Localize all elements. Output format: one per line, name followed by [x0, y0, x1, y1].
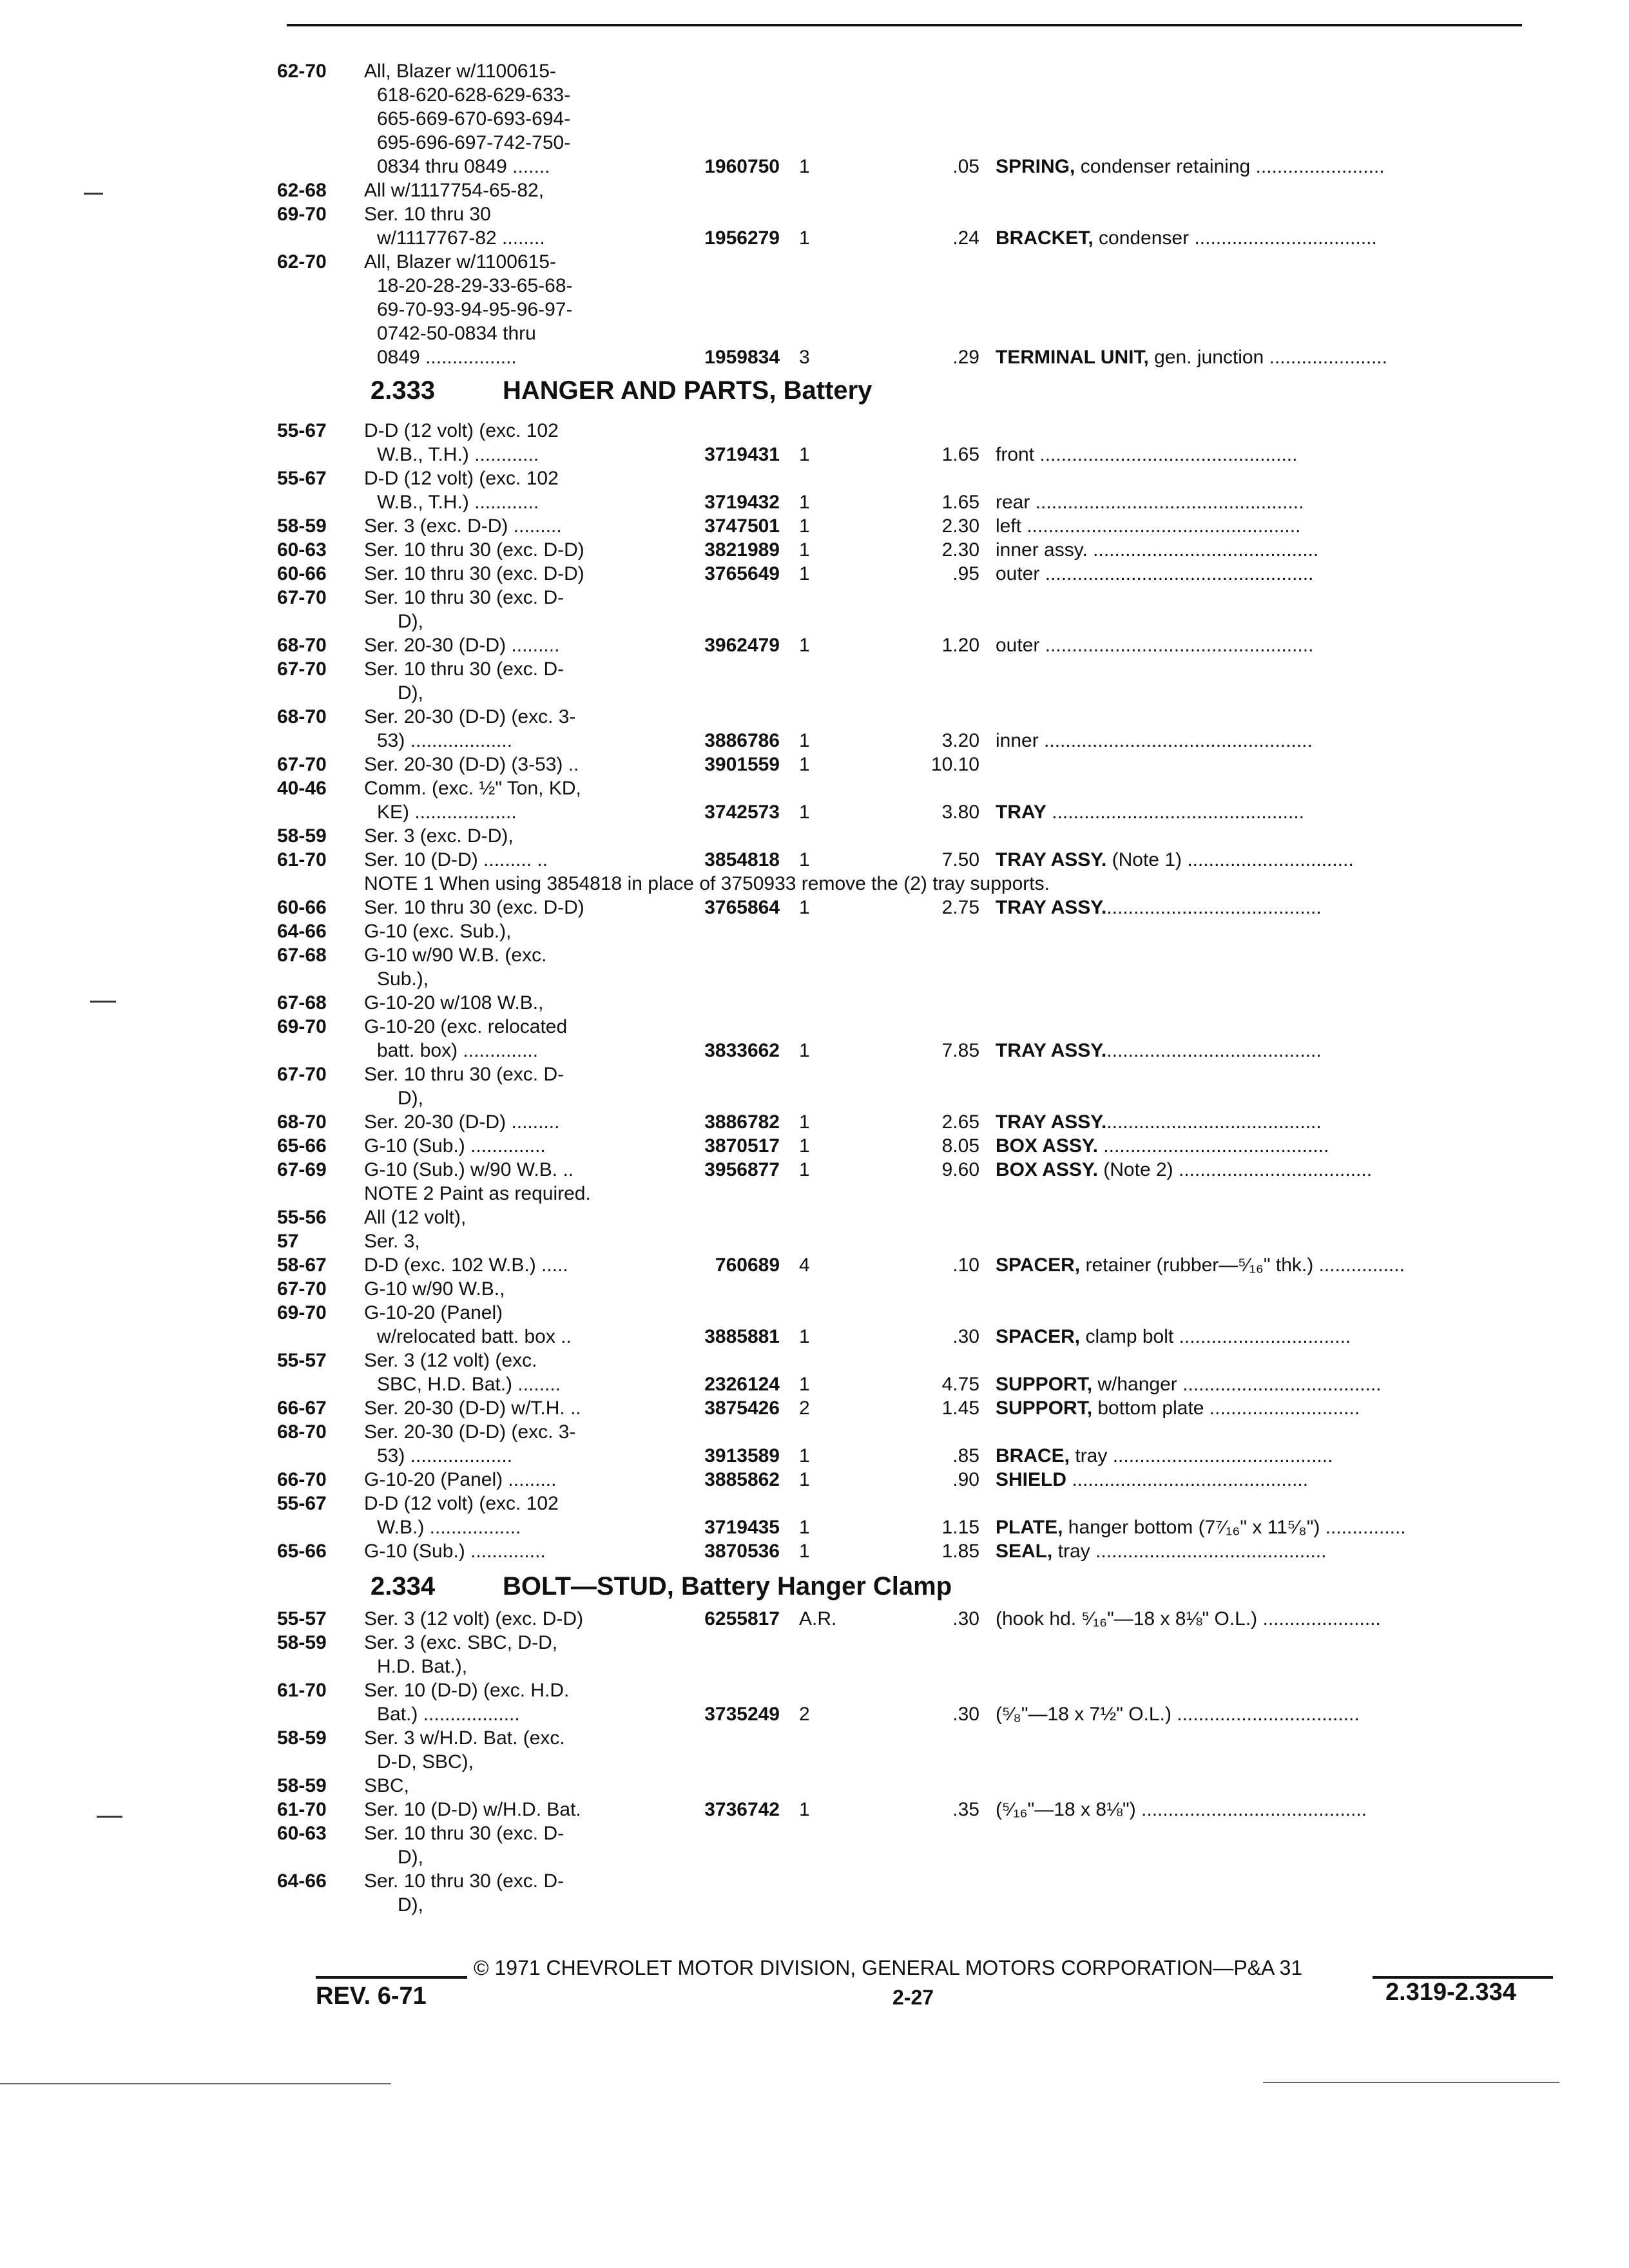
- part-name: TRAY ASSY.: [996, 1040, 1107, 1061]
- price: .90: [952, 1469, 979, 1490]
- application-text: All, Blazer w/1100615-: [364, 61, 556, 82]
- application-text: 53) ...................: [377, 730, 513, 751]
- application-text: Ser. 3 (exc. SBC, D-D,: [364, 1632, 558, 1653]
- quantity: 1: [799, 492, 810, 513]
- description: [996, 1515, 1553, 1539]
- description: [996, 1444, 1553, 1468]
- part-name: SHIELD: [996, 1469, 1067, 1490]
- application-text: Ser. 10 thru 30 (exc. D-: [364, 587, 564, 608]
- application-text: Ser. 20-30 (D-D) .........: [364, 635, 560, 656]
- description: [996, 345, 1553, 369]
- description-text: inner ..................................................: [996, 730, 1313, 751]
- description: [996, 1798, 1553, 1821]
- application-text: 618-620-628-629-633-: [377, 84, 571, 106]
- part-number: 3886782: [704, 1111, 780, 1133]
- application-text: Ser. 3 (exc. D-D) .........: [364, 515, 562, 537]
- application-text: Ser. 10 thru 30 (exc. D-: [364, 1870, 564, 1892]
- application-text: Ser. 3,: [364, 1231, 420, 1252]
- description: [996, 562, 1553, 586]
- model-years: 62-68: [277, 180, 327, 201]
- quantity: 1: [799, 635, 810, 656]
- price: .95: [952, 563, 979, 584]
- model-years: 65-66: [277, 1541, 327, 1562]
- description-text: condenser retaining ........................: [1075, 156, 1385, 177]
- application-text: Ser. 10 thru 30 (exc. D-D): [364, 897, 584, 918]
- price: .29: [952, 347, 979, 368]
- part-number: 3885881: [704, 1326, 780, 1347]
- price: 7.85: [941, 1040, 979, 1061]
- part-number: 3870536: [704, 1541, 780, 1562]
- model-years: 61-70: [277, 849, 327, 870]
- model-years: 68-70: [277, 635, 327, 656]
- top-rule: [287, 24, 1522, 26]
- part-name: BOX ASSY.: [996, 1135, 1098, 1157]
- description-text: front ................................................: [996, 444, 1298, 465]
- application-text: G-10 (Sub.) ..............: [364, 1541, 546, 1562]
- application-text: 0742-50-0834 thru: [377, 323, 536, 344]
- model-years: 55-67: [277, 468, 327, 489]
- quantity: 1: [799, 1517, 810, 1538]
- price: 7.50: [941, 849, 979, 870]
- price: 2.65: [941, 1111, 979, 1133]
- application-text: D-D, SBC),: [377, 1751, 474, 1773]
- description: [996, 1468, 1553, 1492]
- application-text: D),: [398, 611, 423, 632]
- price: .30: [952, 1704, 979, 1725]
- description-text: w/hanger .....................................: [1092, 1374, 1382, 1395]
- model-years: 58-59: [277, 1775, 327, 1796]
- part-name: SEAL,: [996, 1541, 1053, 1562]
- application-text: Ser. 20-30 (D-D) (exc. 3-: [364, 1421, 576, 1443]
- part-number: 3885862: [704, 1469, 780, 1490]
- description-text: (Note 1) ...............................: [1106, 849, 1354, 870]
- part-number: 1960750: [704, 156, 780, 177]
- application-text: D-D (exc. 102 W.B.) .....: [364, 1254, 568, 1276]
- model-years: 60-63: [277, 1823, 327, 1844]
- part-number: 3901559: [704, 754, 780, 775]
- part-name: BRACE,: [996, 1445, 1070, 1466]
- part-name: BOX ASSY.: [996, 1159, 1098, 1180]
- description: [996, 1158, 1553, 1182]
- quantity: 2: [799, 1398, 810, 1419]
- quantity: 1: [799, 897, 810, 918]
- application-text: Comm. (exc. ½" Ton, KD,: [364, 778, 581, 799]
- description-text: outer ..................................................: [996, 635, 1314, 656]
- part-name: SUPPORT,: [996, 1374, 1093, 1395]
- quantity: 1: [799, 1040, 810, 1061]
- price: 1.20: [941, 635, 979, 656]
- part-number: 3833662: [704, 1040, 780, 1061]
- model-years: 60-66: [277, 897, 327, 918]
- application-text: 69-70-93-94-95-96-97-: [377, 299, 573, 320]
- model-years: 67-68: [277, 992, 327, 1014]
- application-text: 18-20-28-29-33-65-68-: [377, 275, 573, 296]
- application-text: G-10 (exc. Sub.),: [364, 921, 512, 942]
- description-text: (⁵⁄₁₆"—18 x 8⅛") ..........................................: [996, 1799, 1367, 1820]
- description-text: ............................................: [1066, 1469, 1309, 1490]
- part-number: 3719435: [704, 1517, 780, 1538]
- part-name: SUPPORT,: [996, 1398, 1093, 1419]
- description: [996, 1253, 1553, 1277]
- part-number: 3870517: [704, 1135, 780, 1157]
- quantity: 1: [799, 1135, 810, 1157]
- footer-rule-left: [316, 1976, 467, 1979]
- part-number: 1956279: [704, 227, 780, 249]
- application-text: G-10-20 w/108 W.B.,: [364, 992, 544, 1014]
- model-years: 62-70: [277, 61, 327, 82]
- description-text: ...............................................: [1046, 802, 1304, 823]
- application-text: W.B., T.H.) ............: [377, 492, 539, 513]
- section-heading: [371, 375, 872, 406]
- description-text: outer ..................................................: [996, 563, 1314, 584]
- margin-mark: [97, 1816, 122, 1818]
- model-years: 55-67: [277, 420, 327, 441]
- part-name: BRACKET,: [996, 227, 1094, 249]
- quantity: 1: [799, 730, 810, 751]
- model-years: 68-70: [277, 706, 327, 727]
- section-number: 2.334: [371, 1572, 436, 1600]
- application-text: W.B., T.H.) ............: [377, 444, 539, 465]
- application-text: KE) ...................: [377, 802, 517, 823]
- description-text: ........................................: [1106, 1111, 1322, 1133]
- part-number: 3747501: [704, 515, 780, 537]
- description-text: ..........................................: [1097, 1135, 1329, 1157]
- model-years: 58-59: [277, 1727, 327, 1749]
- part-number: 3962479: [704, 635, 780, 656]
- description-text: (hook hd. ⁵⁄₁₆"—18 x 8⅛" O.L.) ......................: [996, 1608, 1381, 1629]
- price: .24: [952, 227, 979, 249]
- description: [996, 1702, 1553, 1726]
- application-text: 53) ...................: [377, 1445, 513, 1466]
- model-years: 58-59: [277, 1632, 327, 1653]
- model-years: 58-67: [277, 1254, 327, 1276]
- description-text: hanger bottom (7⁷⁄₁₆" x 11⁵⁄₈") ...............: [1063, 1517, 1406, 1538]
- description: [996, 729, 1553, 753]
- margin-mark: [84, 193, 103, 195]
- part-number: 3875426: [704, 1398, 780, 1419]
- application-text: Ser. 10 (D-D) (exc. H.D.: [364, 1680, 570, 1701]
- description: [996, 1396, 1553, 1420]
- price: .30: [952, 1326, 979, 1347]
- description-text: tray ...........................................: [1052, 1541, 1327, 1562]
- part-number: 3956877: [704, 1159, 780, 1180]
- section-heading: [371, 1571, 952, 1602]
- application-text: batt. box) ..............: [377, 1040, 539, 1061]
- description-text: clamp bolt ................................: [1080, 1326, 1351, 1347]
- price: 2.30: [941, 515, 979, 537]
- application-text: All (12 volt),: [364, 1207, 467, 1228]
- application-text: D),: [398, 1894, 423, 1916]
- model-years: 55-67: [277, 1493, 327, 1514]
- part-number: 2326124: [704, 1374, 780, 1395]
- part-number: 3765649: [704, 563, 780, 584]
- model-years: 58-59: [277, 825, 327, 847]
- application-text: w/1117767-82 ........: [377, 227, 545, 249]
- application-text: Ser. 10 (D-D) ......... ..: [364, 849, 548, 870]
- part-name: TRAY ASSY.: [996, 849, 1107, 870]
- price: .05: [952, 156, 979, 177]
- quantity: 1: [799, 227, 810, 249]
- price: .85: [952, 1445, 979, 1466]
- price: 1.85: [941, 1541, 979, 1562]
- description: [996, 1110, 1553, 1134]
- description: [996, 1539, 1553, 1563]
- application-text: G-10 w/90 W.B.,: [364, 1278, 505, 1300]
- description-text: retainer (rubber—⁵⁄₁₆" thk.) ................: [1080, 1254, 1405, 1276]
- quantity: 1: [799, 1374, 810, 1395]
- quantity: 1: [799, 849, 810, 870]
- price: 10.10: [930, 754, 979, 775]
- application-text: Ser. 3 w/H.D. Bat. (exc.: [364, 1727, 565, 1749]
- application-text: Ser. 3 (12 volt) (exc.: [364, 1350, 537, 1371]
- price: .10: [952, 1254, 979, 1276]
- description: [996, 514, 1553, 538]
- application-text: w/relocated batt. box ..: [377, 1326, 572, 1347]
- quantity: 1: [799, 1111, 810, 1133]
- price: 1.65: [941, 492, 979, 513]
- part-number: 3736742: [704, 1799, 780, 1820]
- model-years: 65-66: [277, 1135, 327, 1157]
- description: [996, 1039, 1553, 1062]
- model-years: 69-70: [277, 204, 327, 225]
- quantity: 1: [799, 563, 810, 584]
- application-text: D),: [398, 682, 423, 704]
- description-text: (Note 2) ....................................: [1097, 1159, 1373, 1180]
- application-text: Ser. 10 thru 30 (exc. D-: [364, 1064, 564, 1085]
- model-years: 67-68: [277, 945, 327, 966]
- description: [996, 1134, 1553, 1158]
- price: 3.20: [941, 730, 979, 751]
- application-text: G-10-20 (Panel): [364, 1302, 503, 1323]
- application-text: Ser. 10 thru 30 (exc. D-D): [364, 539, 584, 561]
- application-text: D),: [398, 1847, 423, 1868]
- quantity: A.R.: [799, 1608, 837, 1629]
- model-years: 62-70: [277, 251, 327, 273]
- section-title: BOLT—STUD, Battery Hanger Clamp: [503, 1572, 952, 1600]
- application-text: G-10 (Sub.) w/90 W.B. ..: [364, 1159, 574, 1180]
- description: [996, 443, 1553, 466]
- model-years: 61-70: [277, 1799, 327, 1820]
- price: .35: [952, 1799, 979, 1820]
- application-text: G-10-20 (exc. relocated: [364, 1016, 568, 1037]
- quantity: 1: [799, 1541, 810, 1562]
- part-name: TRAY: [996, 802, 1046, 823]
- footer-section-range: 2.319-2.334: [1385, 1979, 1516, 2006]
- description-text: inner assy. ..........................................: [996, 539, 1319, 561]
- quantity: 2: [799, 1704, 810, 1725]
- model-years: 57: [277, 1231, 299, 1252]
- application-text: SBC, H.D. Bat.) ........: [377, 1374, 561, 1395]
- price: 4.75: [941, 1374, 979, 1395]
- description: [996, 1372, 1553, 1396]
- quantity: 1: [799, 539, 810, 561]
- part-number: 3854818: [704, 849, 780, 870]
- part-number: 3719432: [704, 492, 780, 513]
- description-text: rear ..................................................: [996, 492, 1304, 513]
- application-text: H.D. Bat.),: [377, 1656, 468, 1677]
- description-text: tray .........................................: [1070, 1445, 1333, 1466]
- model-years: 64-66: [277, 921, 327, 942]
- part-number: 3765864: [704, 897, 780, 918]
- quantity: 1: [799, 1445, 810, 1466]
- application-text: G-10-20 (Panel) .........: [364, 1469, 557, 1490]
- description: [996, 848, 1553, 872]
- application-text: 0849 .................: [377, 347, 517, 368]
- description: [996, 155, 1553, 178]
- part-number: 3742573: [704, 802, 780, 823]
- margin-mark: [90, 1001, 116, 1003]
- quantity: 1: [799, 1469, 810, 1490]
- application-text: Ser. 20-30 (D-D) w/T.H. ..: [364, 1398, 581, 1419]
- description-text: ........................................: [1106, 897, 1322, 918]
- part-number: 3735249: [704, 1704, 780, 1725]
- application-text: All, Blazer w/1100615-: [364, 251, 556, 273]
- price: 8.05: [941, 1135, 979, 1157]
- part-number: 3913589: [704, 1445, 780, 1466]
- application-text: SBC,: [364, 1775, 410, 1796]
- application-text: Ser. 3 (exc. D-D),: [364, 825, 514, 847]
- quantity: 1: [799, 1326, 810, 1347]
- application-text: Ser. 20-30 (D-D) .........: [364, 1111, 560, 1133]
- model-years: 67-70: [277, 658, 327, 680]
- model-years: 69-70: [277, 1302, 327, 1323]
- quantity: 1: [799, 515, 810, 537]
- price: 9.60: [941, 1159, 979, 1180]
- application-text: D-D (12 volt) (exc. 102: [364, 468, 559, 489]
- part-number: 3886786: [704, 730, 780, 751]
- section-number: 2.333: [371, 376, 436, 405]
- model-years: 69-70: [277, 1016, 327, 1037]
- quantity: 3: [799, 347, 810, 368]
- price: 2.30: [941, 539, 979, 561]
- part-number: 760689: [715, 1254, 780, 1276]
- price: 1.15: [941, 1517, 979, 1538]
- description-text: left ...................................................: [996, 515, 1301, 537]
- part-name: TRAY ASSY.: [996, 1111, 1107, 1133]
- part-name: TERMINAL UNIT,: [996, 347, 1149, 368]
- model-years: 61-70: [277, 1680, 327, 1701]
- description-text: ........................................: [1106, 1040, 1322, 1061]
- model-years: 68-70: [277, 1111, 327, 1133]
- footer-copyright: © 1971 CHEVROLET MOTOR DIVISION, GENERAL MOTORS CORPORATION—P&A 31: [474, 1956, 1303, 1979]
- application-text: 665-669-670-693-694-: [377, 108, 571, 130]
- note-text: NOTE 2 Paint as required.: [364, 1183, 591, 1204]
- part-number: 3821989: [704, 539, 780, 561]
- quantity: 1: [799, 156, 810, 177]
- application-text: D),: [398, 1088, 423, 1109]
- quantity: 1: [799, 802, 810, 823]
- model-years: 67-69: [277, 1159, 327, 1180]
- scan-edge-line: [0, 2083, 1629, 2084]
- model-years: 66-70: [277, 1469, 327, 1490]
- description: [996, 1325, 1553, 1349]
- model-years: 55-57: [277, 1608, 327, 1629]
- model-years: 60-66: [277, 563, 327, 584]
- model-years: 67-70: [277, 1064, 327, 1085]
- application-text: G-10 (Sub.) ..............: [364, 1135, 546, 1157]
- model-years: 55-56: [277, 1207, 327, 1228]
- application-text: Ser. 10 (D-D) w/H.D. Bat.: [364, 1799, 581, 1820]
- application-text: Ser. 10 thru 30 (exc. D-: [364, 1823, 564, 1844]
- application-text: 695-696-697-742-750-: [377, 132, 571, 153]
- quantity: 1: [799, 1799, 810, 1820]
- description: [996, 226, 1553, 250]
- application-text: Ser. 20-30 (D-D) (3-53) ..: [364, 754, 579, 775]
- description: [996, 800, 1553, 824]
- description: [996, 538, 1553, 562]
- application-text: 0834 thru 0849 .......: [377, 156, 550, 177]
- model-years: 55-57: [277, 1350, 327, 1371]
- model-years: 68-70: [277, 1421, 327, 1443]
- part-name: TRAY ASSY.: [996, 897, 1107, 918]
- description: [996, 896, 1553, 919]
- application-text: Ser. 20-30 (D-D) (exc. 3-: [364, 706, 576, 727]
- application-text: Sub.),: [377, 968, 429, 990]
- section-title: HANGER AND PARTS, Battery: [503, 376, 872, 405]
- application-text: All w/1117754-65-82,: [364, 180, 545, 201]
- price: 2.75: [941, 897, 979, 918]
- model-years: 67-70: [277, 587, 327, 608]
- scan-edge-line: [1263, 2082, 1559, 2083]
- description: [996, 1607, 1553, 1631]
- description-text: gen. junction ......................: [1148, 347, 1387, 368]
- part-number: 1959834: [704, 347, 780, 368]
- note-text: NOTE 1 When using 3854818 in place of 3750933 remove the (2) tray supports.: [364, 873, 1050, 894]
- model-years: 40-46: [277, 778, 327, 799]
- part-name: SPACER,: [996, 1326, 1081, 1347]
- application-text: Bat.) ..................: [377, 1704, 520, 1725]
- part-name: PLATE,: [996, 1517, 1063, 1538]
- part-name: SPRING,: [996, 156, 1075, 177]
- part-name: SPACER,: [996, 1254, 1081, 1276]
- quantity: 1: [799, 754, 810, 775]
- model-years: 64-66: [277, 1870, 327, 1892]
- model-years: 58-59: [277, 515, 327, 537]
- model-years: 67-70: [277, 754, 327, 775]
- application-text: Ser. 3 (12 volt) (exc. D-D): [364, 1608, 584, 1629]
- description-text: condenser ..................................: [1093, 227, 1377, 249]
- application-text: Ser. 10 thru 30 (exc. D-D): [364, 563, 584, 584]
- description-text: bottom plate ............................: [1092, 1398, 1360, 1419]
- application-text: G-10 w/90 W.B. (exc.: [364, 945, 547, 966]
- footer-revision: REV. 6-71: [316, 1983, 427, 2010]
- application-text: W.B.) .................: [377, 1517, 521, 1538]
- part-number: 6255817: [704, 1608, 780, 1629]
- quantity: 1: [799, 444, 810, 465]
- application-text: Ser. 10 thru 30: [364, 204, 491, 225]
- application-text: D-D (12 volt) (exc. 102: [364, 1493, 559, 1514]
- application-text: Ser. 10 thru 30 (exc. D-: [364, 658, 564, 680]
- price: 3.80: [941, 802, 979, 823]
- model-years: 60-63: [277, 539, 327, 561]
- description: [996, 633, 1553, 657]
- footer-page-number: 2-27: [892, 1986, 934, 2009]
- description-text: (⁵⁄₈"—18 x 7½" O.L.) ..................................: [996, 1704, 1360, 1725]
- price: .30: [952, 1608, 979, 1629]
- model-years: 66-67: [277, 1398, 327, 1419]
- application-text: D-D (12 volt) (exc. 102: [364, 420, 559, 441]
- part-number: 3719431: [704, 444, 780, 465]
- description: [996, 490, 1553, 514]
- quantity: 1: [799, 1159, 810, 1180]
- price: 1.65: [941, 444, 979, 465]
- model-years: 67-70: [277, 1278, 327, 1300]
- quantity: 4: [799, 1254, 810, 1276]
- price: 1.45: [941, 1398, 979, 1419]
